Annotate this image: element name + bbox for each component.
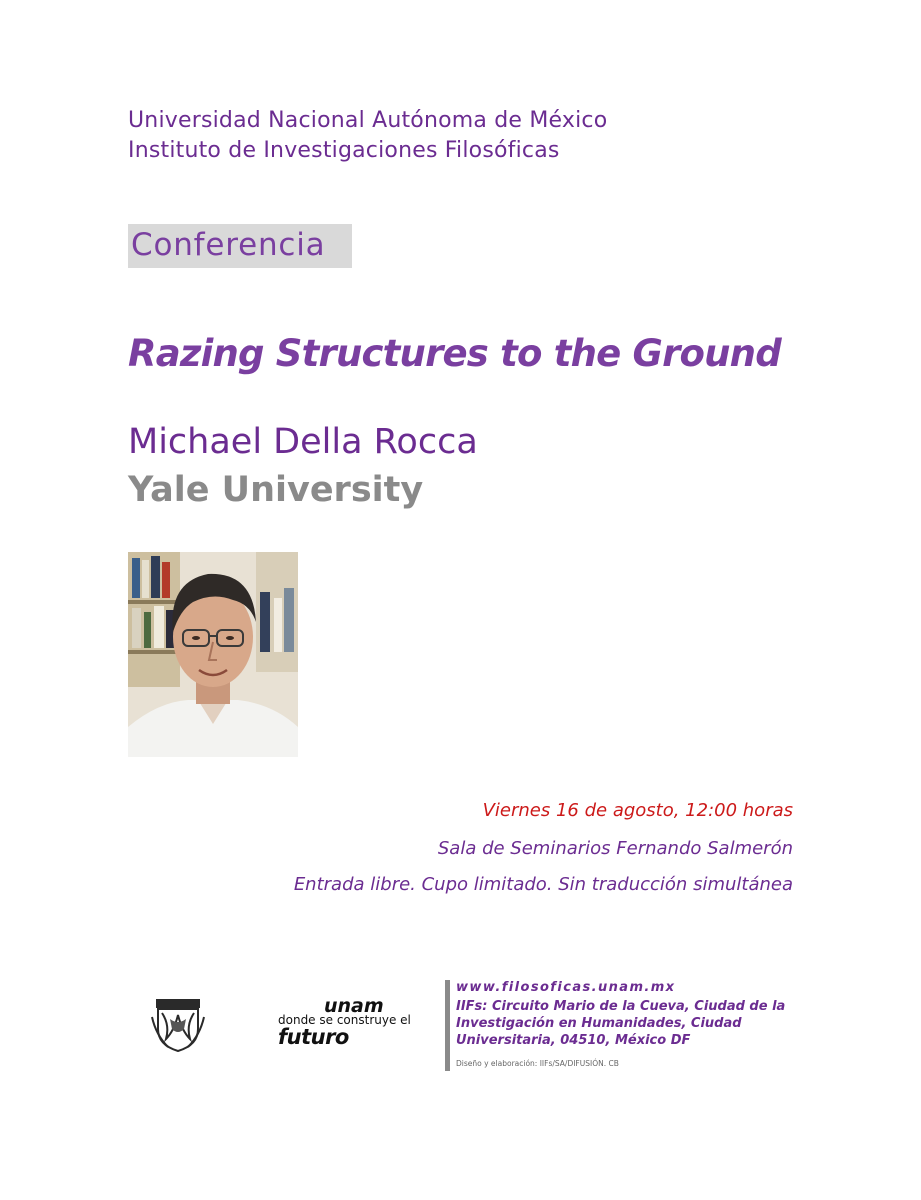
institute-address: IIFs: Circuito Mario de la Cueva, Ciudad de la Investigación en Humanidades, Ciudad Universitaria, 04510, México DF [456, 999, 786, 1048]
lecture-title: Razing Structures to the Ground [128, 332, 781, 375]
website-link[interactable]: www.filosoficas.unam.mx [456, 980, 676, 995]
event-date-time: Viernes 16 de agosto, 12:00 horas [482, 800, 793, 821]
unam-logo-text: unam [324, 995, 384, 1017]
speaker-affiliation: Yale University [128, 470, 424, 510]
event-type-label: Conferencia [131, 227, 326, 263]
unam-crest-icon [148, 995, 208, 1055]
event-venue: Sala de Seminarios Fernando Salmerón [437, 838, 793, 859]
footer-divider [445, 980, 450, 1071]
speaker-name: Michael Della Rocca [128, 422, 478, 462]
institution-name: Universidad Nacional Autónoma de México [128, 108, 608, 133]
institute-name: Instituto de Investigaciones Filosóficas [128, 138, 560, 163]
unam-logo-slogan: donde se construye el [278, 1013, 411, 1027]
event-notes: Entrada libre. Cupo limitado. Sin traducción simultánea [293, 874, 793, 895]
speaker-photo [128, 552, 298, 757]
design-credit: Diseño y elaboración: IIFs/SA/DIFUSIÓN. CB [456, 1059, 619, 1068]
unam-logo-futuro: futuro [278, 1025, 349, 1049]
